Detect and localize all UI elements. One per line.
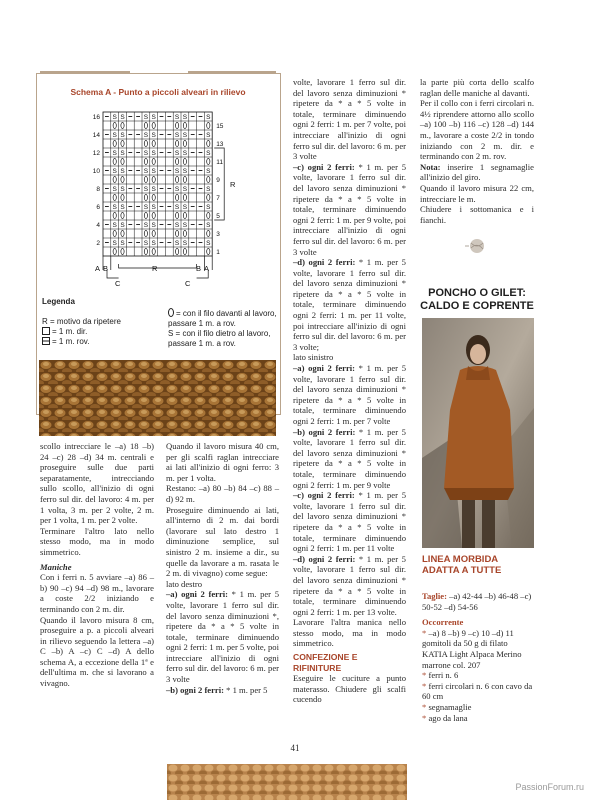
row-label-right: 13 xyxy=(216,141,224,148)
yarn-ball-icon xyxy=(465,237,489,255)
legend-dav: = con il filo davanti al lavoro, passare 1 m. a rov. xyxy=(168,309,277,328)
slip-stitch-symbol: S xyxy=(206,132,211,139)
slip-stitch-symbol: S xyxy=(174,150,180,157)
row-label-left: 16 xyxy=(92,114,100,121)
feature-details xyxy=(422,591,534,723)
row-label-right: 7 xyxy=(216,195,220,202)
taglie: Taglie: –a) 42-44 –b) 46-48 –c) 50-52 –d) 54-56 xyxy=(422,591,532,612)
slip-stitch-symbol: S xyxy=(206,204,211,211)
schema-ornament-right xyxy=(188,71,276,74)
legend-heading: Legenda xyxy=(42,297,75,306)
row-label-right: 1 xyxy=(216,249,220,256)
slip-stitch-symbol: S xyxy=(206,222,211,229)
row-label-left: 2 xyxy=(96,240,100,247)
chart-side-label: R xyxy=(230,180,236,189)
legend-left xyxy=(42,317,157,347)
slip-stitch-symbol: S xyxy=(174,240,180,247)
occorrente-item-3: * segnamaglie xyxy=(422,701,472,712)
row-label-right: 9 xyxy=(216,177,220,184)
chart-label-b: B xyxy=(103,264,109,273)
slip-stitch-symbol: S xyxy=(143,222,149,229)
col1b-para-1: Quando il lavoro misura 8 cm, proseguire a p. a piccoli alveari in rilievo seguendo la lettera –a) C –b) A –c) C –d) A dello schema A, a eccezione della 1ª e dell'ultima m. che si lavorano a vivagno. xyxy=(40,614,154,689)
schema-title: Schema A - Punto a piccoli alveari in rilievo xyxy=(70,87,246,97)
col3-intro: volte, lavorare 1 ferro sul dir. del lavoro senza diminuzioni * ripetere da * a * 5 volte in totale, terminare diminuendo ogni 2 ferri: 1 m. per 7 volte, poi intrecciare all'inizio di ogni ferro sul dir. del lavoro: 6 m. per 3 volte xyxy=(293,77,406,162)
dash-square-icon xyxy=(42,337,50,345)
slip-stitch-symbol: S xyxy=(112,222,117,229)
col2-para-2: Proseguire diminuendo ai lati, all'interno di 2 m. dai bordi (lavorare sul lato destro 1 diminuzione semplice, sul sinistro 2 m. insieme a dir., su quelle da lavorare a m. rasata le 2 m. di vivagno) come segue: xyxy=(166,504,279,579)
slip-stitch-symbol: S xyxy=(143,150,149,157)
text-column-3 xyxy=(293,77,406,705)
slip-stitch-symbol: S xyxy=(182,168,188,175)
slip-stitch-symbol: S xyxy=(112,204,117,211)
occorrente-heading: Occorrente xyxy=(422,617,464,628)
legend-rov-row xyxy=(42,337,157,347)
row-label-right: 15 xyxy=(216,123,224,130)
slip-stitch-symbol: S xyxy=(112,114,117,121)
slip-stitch-symbol: S xyxy=(112,240,117,247)
text-column-2 xyxy=(166,441,279,695)
confezione-heading: CONFEZIONE E RIFINITURE xyxy=(293,652,358,673)
knitting-chart xyxy=(85,108,245,293)
slip-stitch-symbol: S xyxy=(174,168,180,175)
empty-square-icon xyxy=(42,327,50,335)
legend-dietro: S = con il filo dietro al lavoro, passare 1 m. a rov. xyxy=(168,329,271,348)
row-label-right: 5 xyxy=(216,213,220,220)
col1-para-0: scollo intrecciare le –a) 18 –b) 24 –c) 28 –d) 34 m. centrali e proseguire sulle due parti separatamente, intrecciando sullo scollo, all'inizio di ogni ferro sul dir. del lavoro: 4 m. per 1 volta, 3 m. per 2 volte, 2 m. per 1 volta, 1 m. per 2 volte. xyxy=(40,441,154,526)
slip-stitch-symbol: S xyxy=(151,132,156,139)
col2-item-0: –a) ogni 2 ferri: * 1 m. per 5 volte, lavorare 1 ferro sul dir. del lavoro senza diminuzioni *, ripetere da * a * 5 volte in totale, terminare diminuendo ogni 2 ferri: 1 m. per 5 volte, poi intrecciare all'inizio di ogni ferro sul dir. del lavoro: 6 m. per 3 volte xyxy=(166,589,279,685)
col2-para-3: lato destro xyxy=(166,578,203,589)
chart-label-r: R xyxy=(152,264,158,273)
row-label-left: 10 xyxy=(92,168,100,175)
legend-rov: = 1 m. rov. xyxy=(52,337,90,346)
text-column-1 xyxy=(40,441,154,689)
slip-stitch-symbol: S xyxy=(120,150,125,157)
slip-stitch-symbol: S xyxy=(182,114,188,121)
legend-dir: = 1 m. dir. xyxy=(52,327,88,336)
text-column-4 xyxy=(420,77,534,225)
slip-stitch-symbol: S xyxy=(182,222,188,229)
slip-stitch-symbol: S xyxy=(151,150,156,157)
col3-item2-2: –c) ogni 2 ferri: * 1 m. per 5 volte, lavorare 1 ferro sul dir. del lavoro senza diminuzioni * ripetere da * a * 5 volte in totale, terminare diminuendo ogni 2 ferri: 1 m. per 11 volte xyxy=(293,490,406,554)
occorrente-item-1: * ferri n. 6 xyxy=(422,670,459,681)
slip-stitch-symbol: S xyxy=(182,132,188,139)
watermark: PassionForum.ru xyxy=(515,782,584,792)
slip-stitch-symbol: S xyxy=(151,222,156,229)
slip-stitch-symbol: S xyxy=(206,114,211,121)
row-label-left: 8 xyxy=(96,186,100,193)
slip-stitch-symbol: S xyxy=(120,186,125,193)
feature-subtitle: LINEA MORBIDA ADATTA A TUTTE xyxy=(422,554,502,576)
slip-stitch-symbol: S xyxy=(143,186,149,193)
slip-stitch-symbol: S xyxy=(174,132,180,139)
row-label-left: 4 xyxy=(96,222,100,229)
chart-label-a: A xyxy=(95,264,101,273)
row-label-left: 6 xyxy=(96,204,100,211)
slip-stitch-symbol: S xyxy=(112,186,117,193)
chart-label-c2: C xyxy=(185,279,191,288)
col2-item-1: –b) ogni 2 ferri: * 1 m. per 5 xyxy=(166,684,268,695)
legend-r: R = motivo da ripetere xyxy=(42,317,121,326)
slip-stitch-symbol: S xyxy=(174,114,180,121)
slip-stitch-symbol: S xyxy=(151,204,156,211)
chart-label-c1: C xyxy=(115,279,121,288)
knit-swatch-photo xyxy=(39,360,276,436)
slip-stitch-symbol: S xyxy=(182,204,188,211)
slip-stitch-symbol: S xyxy=(174,222,180,229)
col3-end: Lavorare l'altra manica nello stesso modo, ma in modo simmetrico. xyxy=(293,617,406,649)
slip-stitch-symbol: S xyxy=(206,186,211,193)
row-label-left: 14 xyxy=(92,132,100,139)
slip-stitch-symbol: S xyxy=(143,132,149,139)
chart-label-a2: A xyxy=(204,264,210,273)
slip-stitch-symbol: S xyxy=(151,168,156,175)
maniche-heading: Maniche xyxy=(40,561,72,572)
slip-stitch-symbol: S xyxy=(206,168,211,175)
feature-title: PONCHO O GILET: CALDO E COPRENTE xyxy=(420,287,534,312)
col3-item2-0: –a) ogni 2 ferri: * 1 m. per 5 volte, lavorare 1 ferro sul dir. del lavoro senza diminuzioni * ripetere da * a * 5 volte in totale, terminare diminuendo ogni 2 ferri: 1 m. per 7 volte xyxy=(293,363,406,426)
schema-ornament-left xyxy=(40,71,130,74)
slip-stitch-symbol: S xyxy=(112,132,117,139)
col4-para-1: Per il collo con i ferri circolari n. 4½ riprendere attorno allo scollo –a) 100 –b) 116 –c) 128 –d) 144 m., lavorare a coste 2/2 in tondo iniziando con 2 m. dir. e terminando con 2 m. rov. xyxy=(420,98,534,162)
occorrente-item-0: * –a) 8 –b) 9 –c) 10 –d) 11 gomitoli da 50 g di filato KATIA Light Alpaca Merino marrone col. 207 xyxy=(422,627,522,670)
slip-stitch-symbol: S xyxy=(143,240,149,247)
slip-stitch-symbol: S xyxy=(112,168,117,175)
slip-stitch-symbol: S xyxy=(120,168,125,175)
legend-dav-row xyxy=(168,308,280,329)
col4-end-0: Quando il lavoro misura 22 cm, intrecciare le m. xyxy=(420,182,534,204)
slip-stitch-symbol: S xyxy=(120,204,125,211)
slip-stitch-symbol: S xyxy=(151,114,156,121)
row-label-right: 11 xyxy=(216,159,223,166)
slip-stitch-symbol: S xyxy=(206,150,211,157)
chart-label-b2: B xyxy=(196,264,202,273)
slip-stitch-symbol: S xyxy=(206,240,211,247)
col3-item2-3: –d) ogni 2 ferri: * 1 m. per 5 volte, lavorare 1 ferro sul dir. del lavoro senza diminuzioni * ripetere da * a * 5 volte in totale, terminare diminuendo ogni 2 ferri: 1 m. per 13 volte. xyxy=(293,553,406,617)
col1b-para-0: Con i ferri n. 5 avviare –a) 86 –b) 90 –c) 94 –d) 98 m., lavorare a coste 2/2 iniziando e terminando con 2 m. dir. xyxy=(40,572,154,614)
slip-stitch-symbol: S xyxy=(151,186,156,193)
slip-stitch-symbol: S xyxy=(174,204,180,211)
row-label-left: 12 xyxy=(92,150,100,157)
col2-para-0: Quando il lavoro misura 40 cm, per gli scalfi raglan intrecciare ai lati all'inizio di ogni ferro: 3 m. per 1 volta. xyxy=(166,441,279,483)
col4-para-0: la parte più corta dello scalfo raglan delle maniche al davanti. xyxy=(420,77,534,98)
slip-stitch-symbol: S xyxy=(151,240,156,247)
slip-stitch-symbol: S xyxy=(182,186,188,193)
col3-item2-1: –b) ogni 2 ferri: * 1 m. per 5 volte, lavorare 1 ferro sul dir. del lavoro senza diminuzioni * ripetere da * a * 5 volte in totale, terminare diminuendo ogni 2 ferri: 1 m. per 9 volte xyxy=(293,426,406,490)
slip-stitch-symbol: S xyxy=(143,204,149,211)
slip-stitch-symbol: S xyxy=(143,114,149,121)
legend-right xyxy=(168,308,280,349)
slip-stitch-symbol: S xyxy=(182,240,188,247)
slip-stitch-symbol: S xyxy=(182,150,188,157)
col2-para-1: Restano: –a) 80 –b) 84 –c) 88 –d) 92 m. xyxy=(166,483,279,504)
slip-stitch-symbol: S xyxy=(120,132,125,139)
slip-stitch-symbol: S xyxy=(120,240,125,247)
col3-item-0: –c) ogni 2 ferri: * 1 m. per 5 volte, lavorare 1 ferro sul dir. del lavoro senza diminuzioni * ripetere da * a * 5 volte in totale, terminare diminuendo ogni 2 ferri: 1 m. per 9 volte, poi intrecciare all'inizio di ogni ferro sul dir. del lavoro: 6 m. per 3 volte xyxy=(293,161,406,257)
bottom-knit-strip xyxy=(167,764,407,800)
col3-item-1: –d) ogni 2 ferri: * 1 m. per 5 volte, lavorare 1 ferro sul dir. del lavoro senza diminuzioni * ripetere da * a * 5 volte in totale, terminare diminuendo ogni 2 ferri: 1 m. per 11 volte, poi intrecciare all'inizio di ogni ferro sul dir. del lavoro: 6 m. per 3 volte; xyxy=(293,257,406,352)
slip-stitch-symbol: S xyxy=(174,186,180,193)
col4-end-1: Chiudere i sottomanica e i fianchi. xyxy=(420,204,534,225)
col3-conf: Eseguire le cuciture a punto materasso. Chiudere gli scalfi cucendo xyxy=(293,673,406,705)
occorrente-item-2: * ferri circolari n. 6 con cavo da 60 cm xyxy=(422,680,533,702)
occorrente-item-4: * ago da lana xyxy=(422,712,468,723)
col1-para-1: Terminare l'altro lato nello stesso modo, ma in modo simmetrico. xyxy=(40,525,154,557)
col4-nota: Nota: inserire 1 segnamaglie all'inizio del giro. xyxy=(420,161,534,183)
row-label-right: 3 xyxy=(216,231,220,238)
slip-stitch-symbol: S xyxy=(120,222,125,229)
slip-stitch-symbol: S xyxy=(120,114,125,121)
legend-dir-row xyxy=(42,327,157,337)
model-photo xyxy=(422,318,534,548)
legend xyxy=(42,297,274,307)
col3-lato: lato sinistro xyxy=(293,352,334,363)
oval-icon xyxy=(168,308,174,317)
slip-stitch-symbol: S xyxy=(143,168,149,175)
slip-stitch-symbol: S xyxy=(112,150,117,157)
page-number: 41 xyxy=(290,743,300,753)
